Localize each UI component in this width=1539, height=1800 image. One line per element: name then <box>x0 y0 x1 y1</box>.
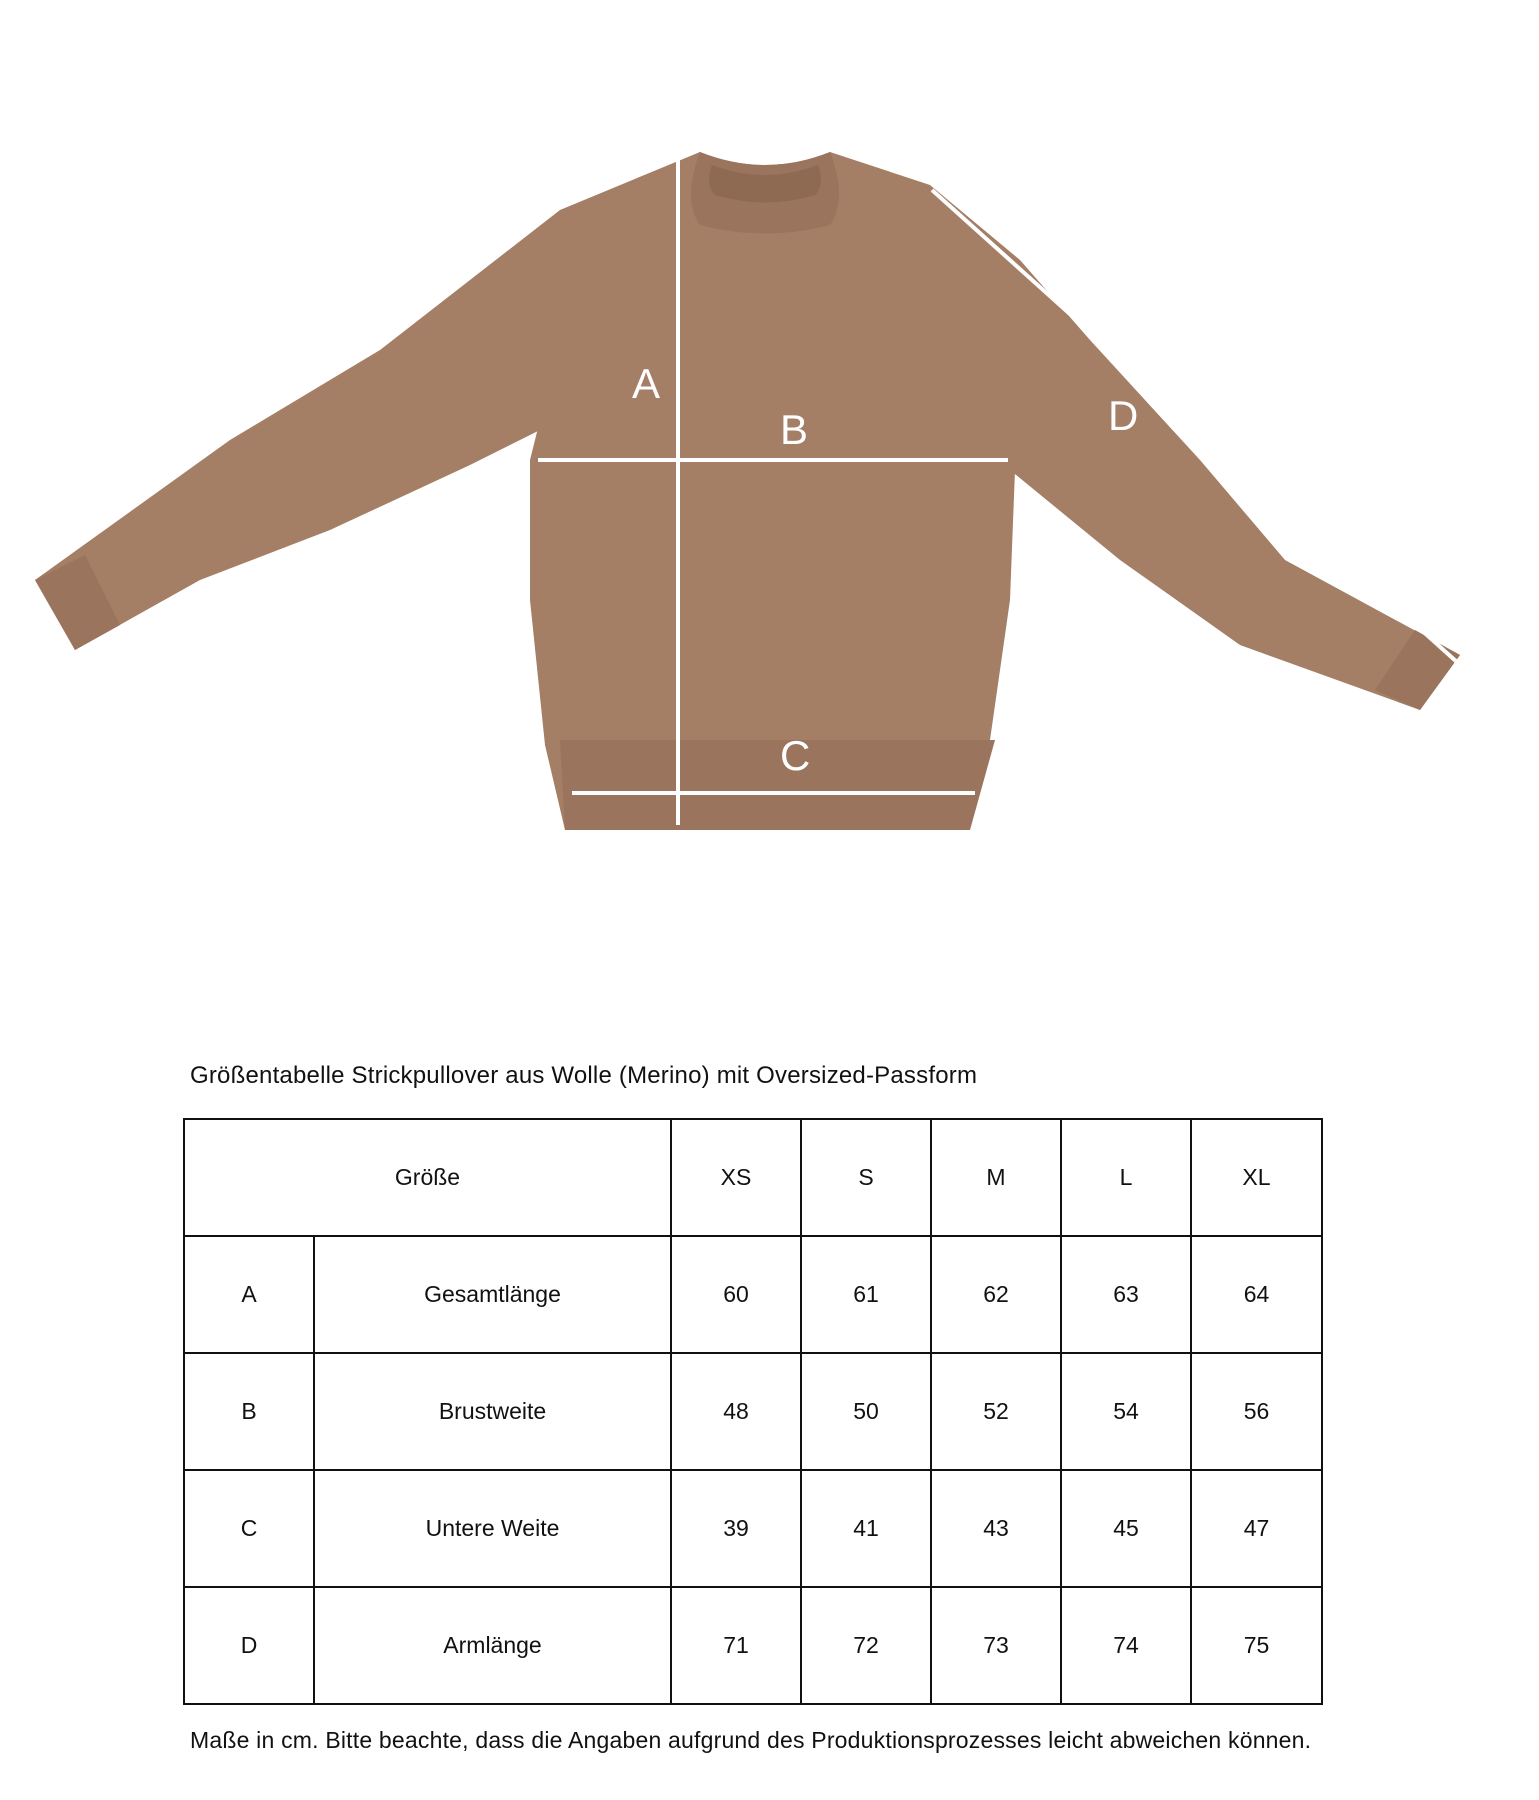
cell-value: 71 <box>671 1587 801 1704</box>
cell-value: 74 <box>1061 1587 1191 1704</box>
size-xl-header: XL <box>1191 1119 1322 1236</box>
size-l-header: L <box>1061 1119 1191 1236</box>
row-code: B <box>184 1353 314 1470</box>
row-code: A <box>184 1236 314 1353</box>
table-row <box>184 1236 1322 1353</box>
cell-value: 41 <box>801 1470 931 1587</box>
row-name: Brustweite <box>314 1353 671 1470</box>
cell-value: 63 <box>1061 1236 1191 1353</box>
table-row <box>184 1587 1322 1704</box>
row-code: C <box>184 1470 314 1587</box>
sweater-measurement-diagram <box>0 0 1539 880</box>
cell-value: 75 <box>1191 1587 1322 1704</box>
cell-value: 54 <box>1061 1353 1191 1470</box>
table-row <box>184 1353 1322 1470</box>
hem-rib <box>560 740 995 830</box>
label-b: B <box>780 406 809 453</box>
table-header-row <box>184 1119 1322 1236</box>
cell-value: 62 <box>931 1236 1061 1353</box>
table-row <box>184 1470 1322 1587</box>
size-xs-header: XS <box>671 1119 801 1236</box>
cell-value: 73 <box>931 1587 1061 1704</box>
table-title: Größentabelle Strickpullover aus Wolle (Merino) mit Oversized-Passform <box>190 1062 978 1089</box>
cell-value: 43 <box>931 1470 1061 1587</box>
row-code: D <box>184 1587 314 1704</box>
cell-value: 45 <box>1061 1470 1191 1587</box>
size-s-header: S <box>801 1119 931 1236</box>
size-table <box>183 1118 1323 1705</box>
sweater-illustration <box>35 152 1460 830</box>
cell-value: 39 <box>671 1470 801 1587</box>
cell-value: 61 <box>801 1236 931 1353</box>
cell-value: 64 <box>1191 1236 1322 1353</box>
size-header-cell: Größe <box>184 1119 671 1236</box>
cell-value: 50 <box>801 1353 931 1470</box>
cell-value: 48 <box>671 1353 801 1470</box>
cell-value: 47 <box>1191 1470 1322 1587</box>
cell-value: 52 <box>931 1353 1061 1470</box>
label-a: A <box>632 360 661 407</box>
cell-value: 72 <box>801 1587 931 1704</box>
label-d: D <box>1108 392 1139 439</box>
cell-value: 60 <box>671 1236 801 1353</box>
size-m-header: M <box>931 1119 1061 1236</box>
label-c: C <box>780 732 811 779</box>
cell-value: 56 <box>1191 1353 1322 1470</box>
row-name: Untere Weite <box>314 1470 671 1587</box>
row-name: Gesamtlänge <box>314 1236 671 1353</box>
row-name: Armlänge <box>314 1587 671 1704</box>
footnote: Maße in cm. Bitte beachte, dass die Angaben aufgrund des Produktionsprozesses leicht abweichen können. <box>190 1727 1312 1753</box>
